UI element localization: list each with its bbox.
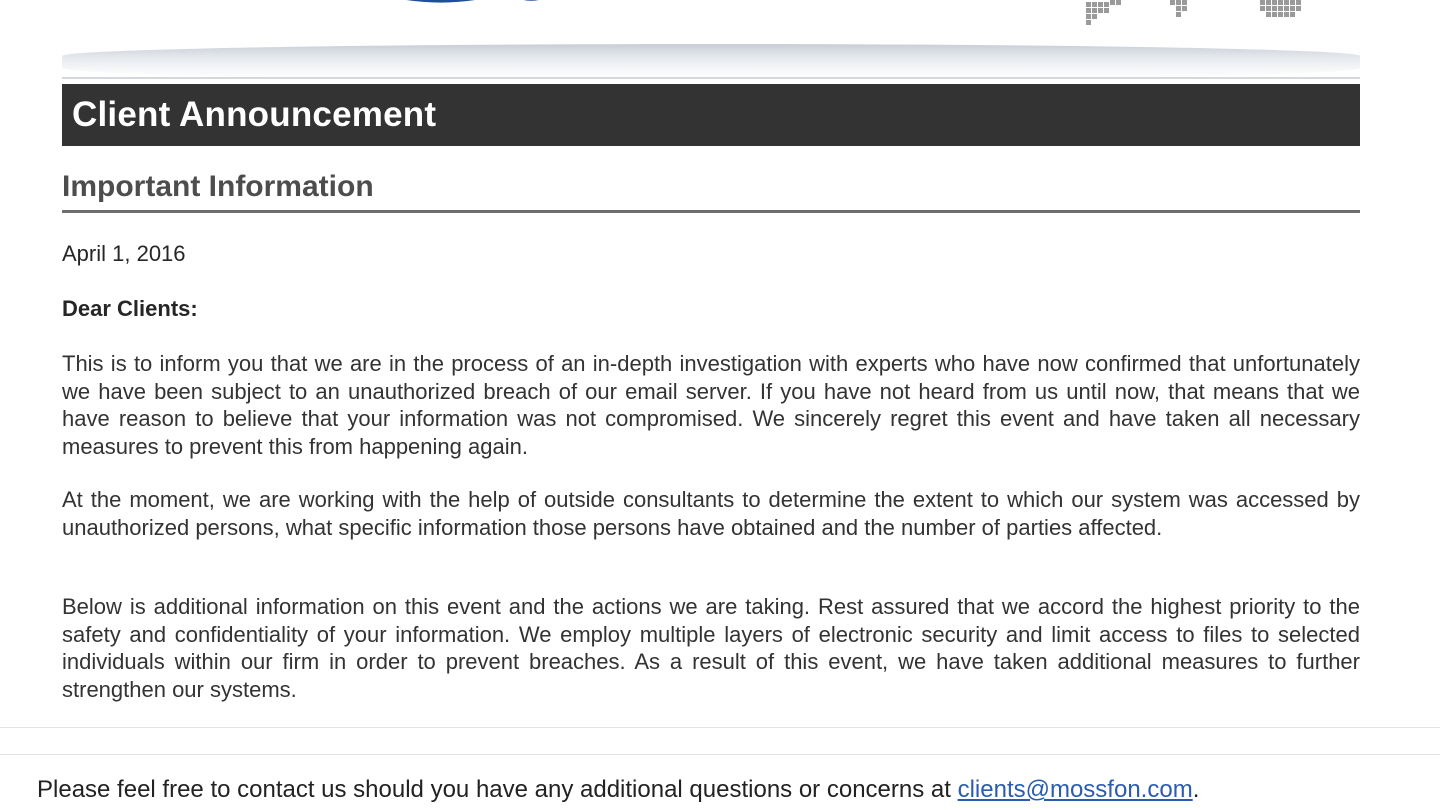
header-divider [62,77,1360,79]
contact-email-link[interactable]: clients@mossfon.com [957,776,1193,803]
contact-text-end: . [1192,776,1200,803]
pixel-globe-logo-icon [1080,0,1310,32]
header-logo-swoosh [395,0,565,4]
letter-paragraph: Below is additional information on this event and the actions we are taking. Rest assured that we accord the highest priority to the safety and confidentiality of your information. We employ multiple layers of electronic security and limit access to files to selected individuals within our firm in order to prevent breaches. As a result of this event, we have taken additional measures to further strengthen our systems. [62,594,1360,702]
contact-line [37,776,1199,804]
letter-date: April 1, 2016 [62,241,186,266]
letter-greeting: Dear Clients: [62,296,198,321]
letter-paragraph: At the moment, we are working with the help of outside consultants to determine the extent to which our system was accessed by unauthorized persons, what specific information those persons have obtained and the number of parties affected. [62,487,1360,540]
footer-divider [0,727,1440,728]
section-heading-rule [62,210,1360,213]
letter-paragraph: This is to inform you that we are in the process of an in-depth investigation with experts who have now confirmed that unfortunately we have been subject to an unauthorized breach of our email server. If you have not heard from us until now, that means that we have reason to believe that your information was not compromised. We sincerely regret this event and have taken all necessary measures to prevent this from happening again. [62,351,1360,459]
announcement-banner [62,84,1360,146]
banner-title: Client Announcement [72,95,437,134]
footer-divider [0,754,1440,755]
header-shadow [62,44,1360,80]
section-heading: Important Information [62,170,374,203]
contact-text: Please feel free to contact us should you have any additional questions or concerns at [37,776,958,803]
header [0,0,1440,48]
